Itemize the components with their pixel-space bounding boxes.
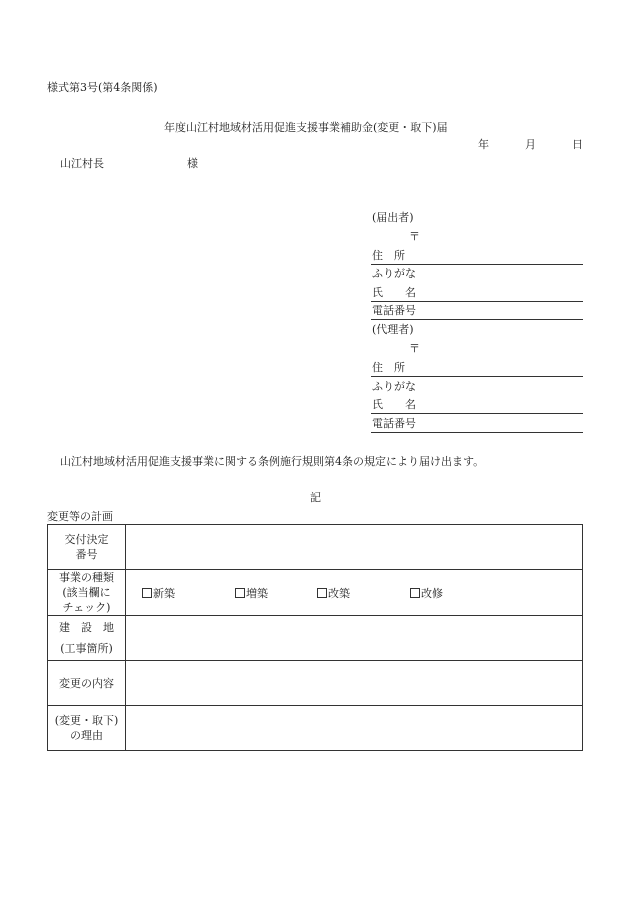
checkbox-square-icon — [410, 588, 420, 598]
applicant-phone-line[interactable] — [371, 319, 583, 320]
applicant-heading: (届出者) — [372, 211, 414, 224]
table-row-reason — [48, 706, 583, 751]
project-type-label: 事業の種類 (該当欄に チェック) — [48, 570, 126, 616]
checkbox-rebuild[interactable]: 改築 — [317, 585, 410, 601]
section-title: 変更等の計画 — [47, 510, 113, 523]
date-day-label: 日 — [572, 138, 583, 151]
body-text: 山江村地域材活用促進支援事業に関する条例施行規則第4条の規定により届け出ます。 — [60, 455, 485, 468]
project-type-options — [126, 570, 583, 616]
table-row-decision-number — [48, 525, 583, 570]
table-row-change-content — [48, 661, 583, 706]
applicant-name-label: 氏 名 — [372, 286, 416, 299]
agent-phone-label: 電話番号 — [372, 417, 416, 430]
ki-label: 記 — [310, 491, 321, 504]
change-content-label: 変更の内容 — [48, 661, 126, 706]
agent-address-label: 住 所 — [372, 361, 405, 374]
site-label: 建 設 地 (工事箇所) — [48, 616, 126, 661]
checkbox-square-icon — [317, 588, 327, 598]
applicant-furigana-label: ふりがな — [372, 267, 416, 280]
form-title: 年度山江村地域材活用促進支援事業補助金(変更・取下)届 — [164, 121, 448, 134]
applicant-phone-label: 電話番号 — [372, 304, 416, 317]
checkbox-extension[interactable]: 増築 — [235, 585, 317, 601]
agent-address-line[interactable] — [371, 376, 583, 377]
date-month-label: 月 — [525, 138, 536, 151]
table-row-site — [48, 616, 583, 661]
agent-furigana-label: ふりがな — [372, 380, 416, 393]
checkbox-square-icon — [142, 588, 152, 598]
checkbox-new-construction[interactable]: 新築 — [142, 585, 235, 601]
agent-heading: (代理者) — [372, 323, 414, 336]
table-row-project-type — [48, 570, 583, 616]
form-number: 様式第3号(第4条関係) — [47, 81, 158, 94]
addressee-name: 山江村長 — [60, 157, 104, 170]
decision-number-field[interactable] — [126, 525, 583, 570]
applicant-address-line[interactable] — [371, 264, 583, 265]
checkbox-renovation[interactable]: 改修 — [410, 585, 443, 601]
applicant-name-line[interactable] — [371, 301, 583, 302]
change-content-field[interactable] — [126, 661, 583, 706]
agent-name-label: 氏 名 — [372, 398, 416, 411]
site-field[interactable] — [126, 616, 583, 661]
date-year-label: 年 — [478, 138, 489, 151]
agent-phone-line[interactable] — [371, 432, 583, 433]
reason-label: (変更・取下) の理由 — [48, 706, 126, 751]
plan-table — [47, 524, 583, 751]
applicant-postal-mark: 〒 — [409, 230, 420, 243]
reason-field[interactable] — [126, 706, 583, 751]
checkbox-square-icon — [235, 588, 245, 598]
decision-number-label: 交付決定 番号 — [48, 525, 126, 570]
agent-postal-mark: 〒 — [409, 342, 420, 355]
agent-name-line[interactable] — [371, 413, 583, 414]
addressee-honorific: 様 — [187, 157, 198, 170]
applicant-address-label: 住 所 — [372, 249, 405, 262]
